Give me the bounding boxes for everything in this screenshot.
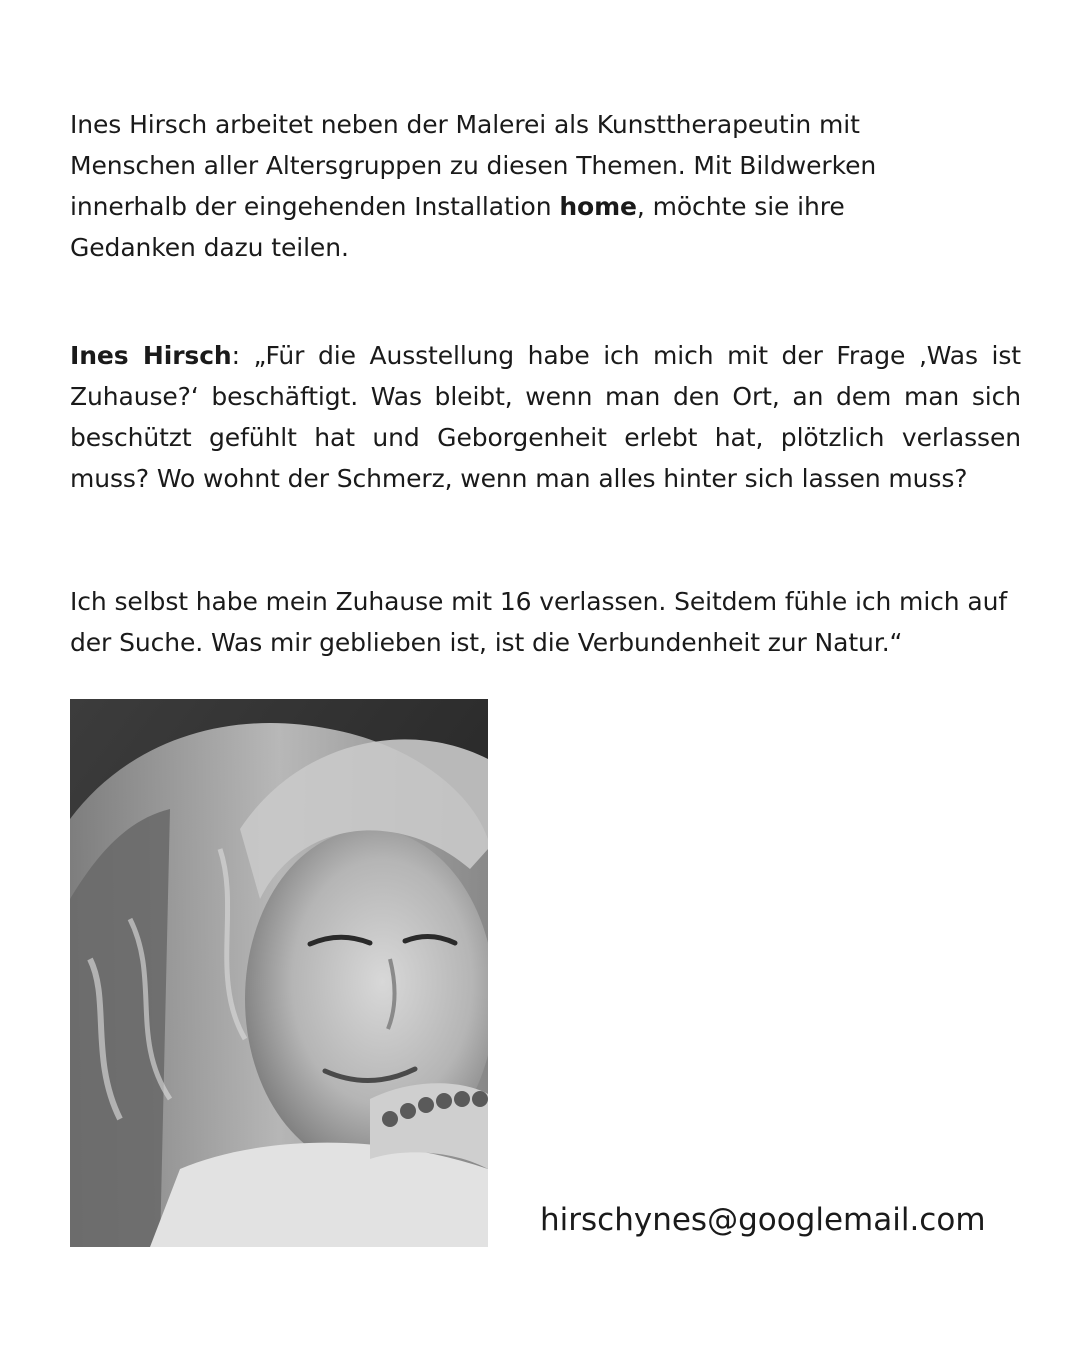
quote-text-2: Ich selbst habe mein Zuhause mit 16 verlassen. Seitdem fühle ich mich auf der Suche. Was mir geblieben ist, ist die Verbundenheit zur Natur.“ <box>70 587 1008 657</box>
intro-text-after: , möchte sie ihre Gedanken dazu teilen. <box>70 192 845 262</box>
installation-name: home <box>559 192 637 221</box>
artist-portrait <box>70 699 488 1247</box>
intro-paragraph <box>70 104 970 268</box>
quote-paragraph-2 <box>70 581 1021 663</box>
speaker-name: Ines Hirsch <box>70 341 232 370</box>
contact-email[interactable]: hirschynes@googlemail.com <box>540 1202 986 1238</box>
quote-paragraph-1 <box>70 335 1021 499</box>
quote-text-1: : „Für die Ausstellung habe ich mich mit der Frage ‚Was ist Zuhause?‘ beschäftigt. Was bleibt, wenn man den Ort, an dem man sich beschützt gefühlt hat und Geborgenheit erlebt hat, plötzlich verlassen muss? Wo wohnt der Schmerz, wenn man alles hinter sich lassen muss? <box>70 341 1021 493</box>
intro-text-before: Ines Hirsch arbeitet neben der Malerei als Kunsttherapeutin mit Menschen aller Altersgruppen zu diesen Themen. Mit Bildwerken innerhalb der eingehenden Installation <box>70 110 877 221</box>
